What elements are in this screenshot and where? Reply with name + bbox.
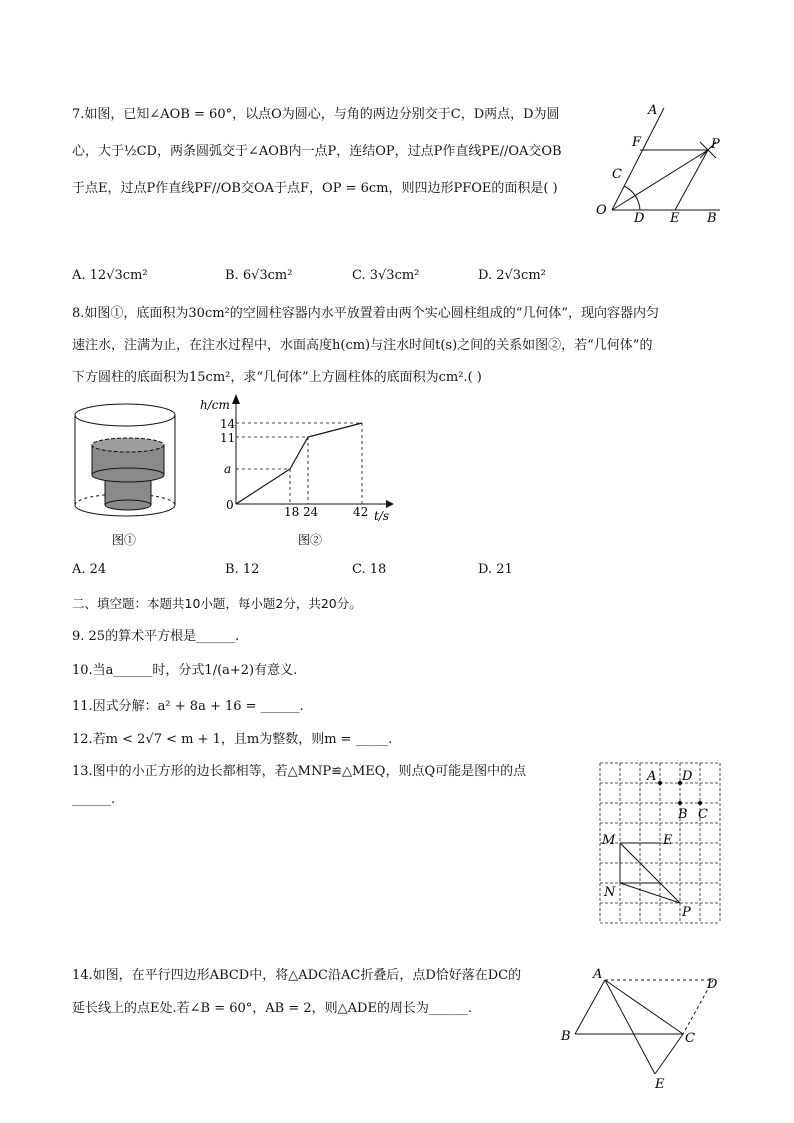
q13-label-D: D [682,769,693,784]
q13-label-C: C [698,807,708,822]
question-10: 10.当a______时，分式1/(a+2)有意义. [72,663,298,678]
q7-option-d[interactable]: D. 2√3cm² [478,268,546,283]
q14-label-C: C [685,1031,695,1046]
q14-figure [555,962,735,1092]
q7-option-b[interactable]: B. 6√3cm² [225,268,293,283]
q14-line-2: 延长线上的点E处.若∠B = 60°，AB = 2，则△ADE的周长为______. [72,1001,473,1016]
q14-label-E: E [655,1077,665,1092]
q13-line-2: ______. [72,792,116,807]
q8-chart-xlabel: t/s [374,509,390,523]
q8-chart-xtick-42: 42 [353,505,369,519]
question-12: 12.若m < 2√7 < m + 1，且m为整数，则m = _____. [72,732,393,747]
q7-figure [590,98,730,228]
q8-option-a[interactable]: A. 24 [72,562,107,577]
q13-label-E: E [663,833,673,848]
q8-option-c[interactable]: C. 18 [352,562,387,577]
q8-line-2: 速注水，注满为止，在注水过程中，水面高度h(cm)与注水时间t(s)之间的关系如图②，若“几何体”的 [72,338,653,353]
q7-label-F: F [632,135,642,150]
q7-label-A: A [648,103,658,118]
q7-option-c[interactable]: C. 3√3cm² [352,268,420,283]
q8-option-b[interactable]: B. 12 [225,562,260,577]
q7-label-B: B [707,211,717,226]
q8-chart-ytick-a: a [224,462,232,476]
q7-label-D: D [634,211,645,226]
question-9: 9. 25的算术平方根是______. [72,629,240,644]
q8-fig2-caption: 图② [298,533,323,547]
q13-line-1: 13.图中的小正方形的边长都相等，若△MNP≌△MEQ，则点Q可能是图中的点 [72,764,527,779]
q14-label-B: B [561,1029,571,1044]
q7-label-E: E [670,211,680,226]
q14-label-D: D [707,977,718,992]
q13-label-M: M [602,833,616,848]
q8-chart-ytick-0: 0 [226,498,234,512]
q14-label-A: A [593,967,603,982]
q8-chart-xtick-18: 18 [284,505,300,519]
q8-option-d[interactable]: D. 21 [478,562,513,577]
q8-chart-ytick-14: 14 [220,417,236,431]
section-2-heading: 二、填空题：本题共10小题，每小题2分，共20分。 [72,596,362,611]
q8-chart [196,392,406,552]
q7-label-O: O [596,203,607,218]
q7-line-2: 心，大于½CD，两条圆弧交于∠AOB内一点P，连结OP，过点P作直线PE//OA交OB [72,144,562,159]
q8-fig1-caption: 图① [112,533,137,547]
q7-label-C: C [612,167,622,182]
q13-label-B: B [678,807,688,822]
q8-line-1: 8.如图①，底面积为30cm²的空圆柱容器内水平放置着由两个实心圆柱组成的“几何体”，现向容器内匀 [72,306,660,321]
q8-chart-line [236,423,362,504]
question-11: 11.因式分解：a² + 8a + 16 = ______. [72,699,304,714]
q7-line-1: 7.如图，已知∠AOB = 60°，以点O为圆心，与角的两边分别交于C，D两点，D为圆 [72,107,560,122]
q7-label-P: P [711,137,720,152]
q7-option-a[interactable]: A. 12√3cm² [72,268,148,283]
q14-line-1: 14.如图，在平行四边形ABCD中，将△ADC沿AC折叠后，点D恰好落在DC的 [72,968,522,983]
q8-chart-ytick-11: 11 [220,431,236,445]
q8-figure-1 [70,400,180,550]
q8-chart-ylabel: h/cm [200,398,230,412]
q7-line-3: 于点E，过点P作直线PF//OB交OA于点F，OP = 6cm，则四边形PFOE的面积是( ) [72,181,558,196]
q13-label-P: P [682,905,691,920]
q8-chart-xtick-24: 24 [303,505,319,519]
q13-grid-figure [590,756,730,926]
q13-label-N: N [604,885,616,900]
q13-label-A: A [647,769,657,784]
q8-line-3: 下方圆柱的底面积为15cm²，求“几何体”上方圆柱体的底面积为cm².( ) [72,370,482,385]
